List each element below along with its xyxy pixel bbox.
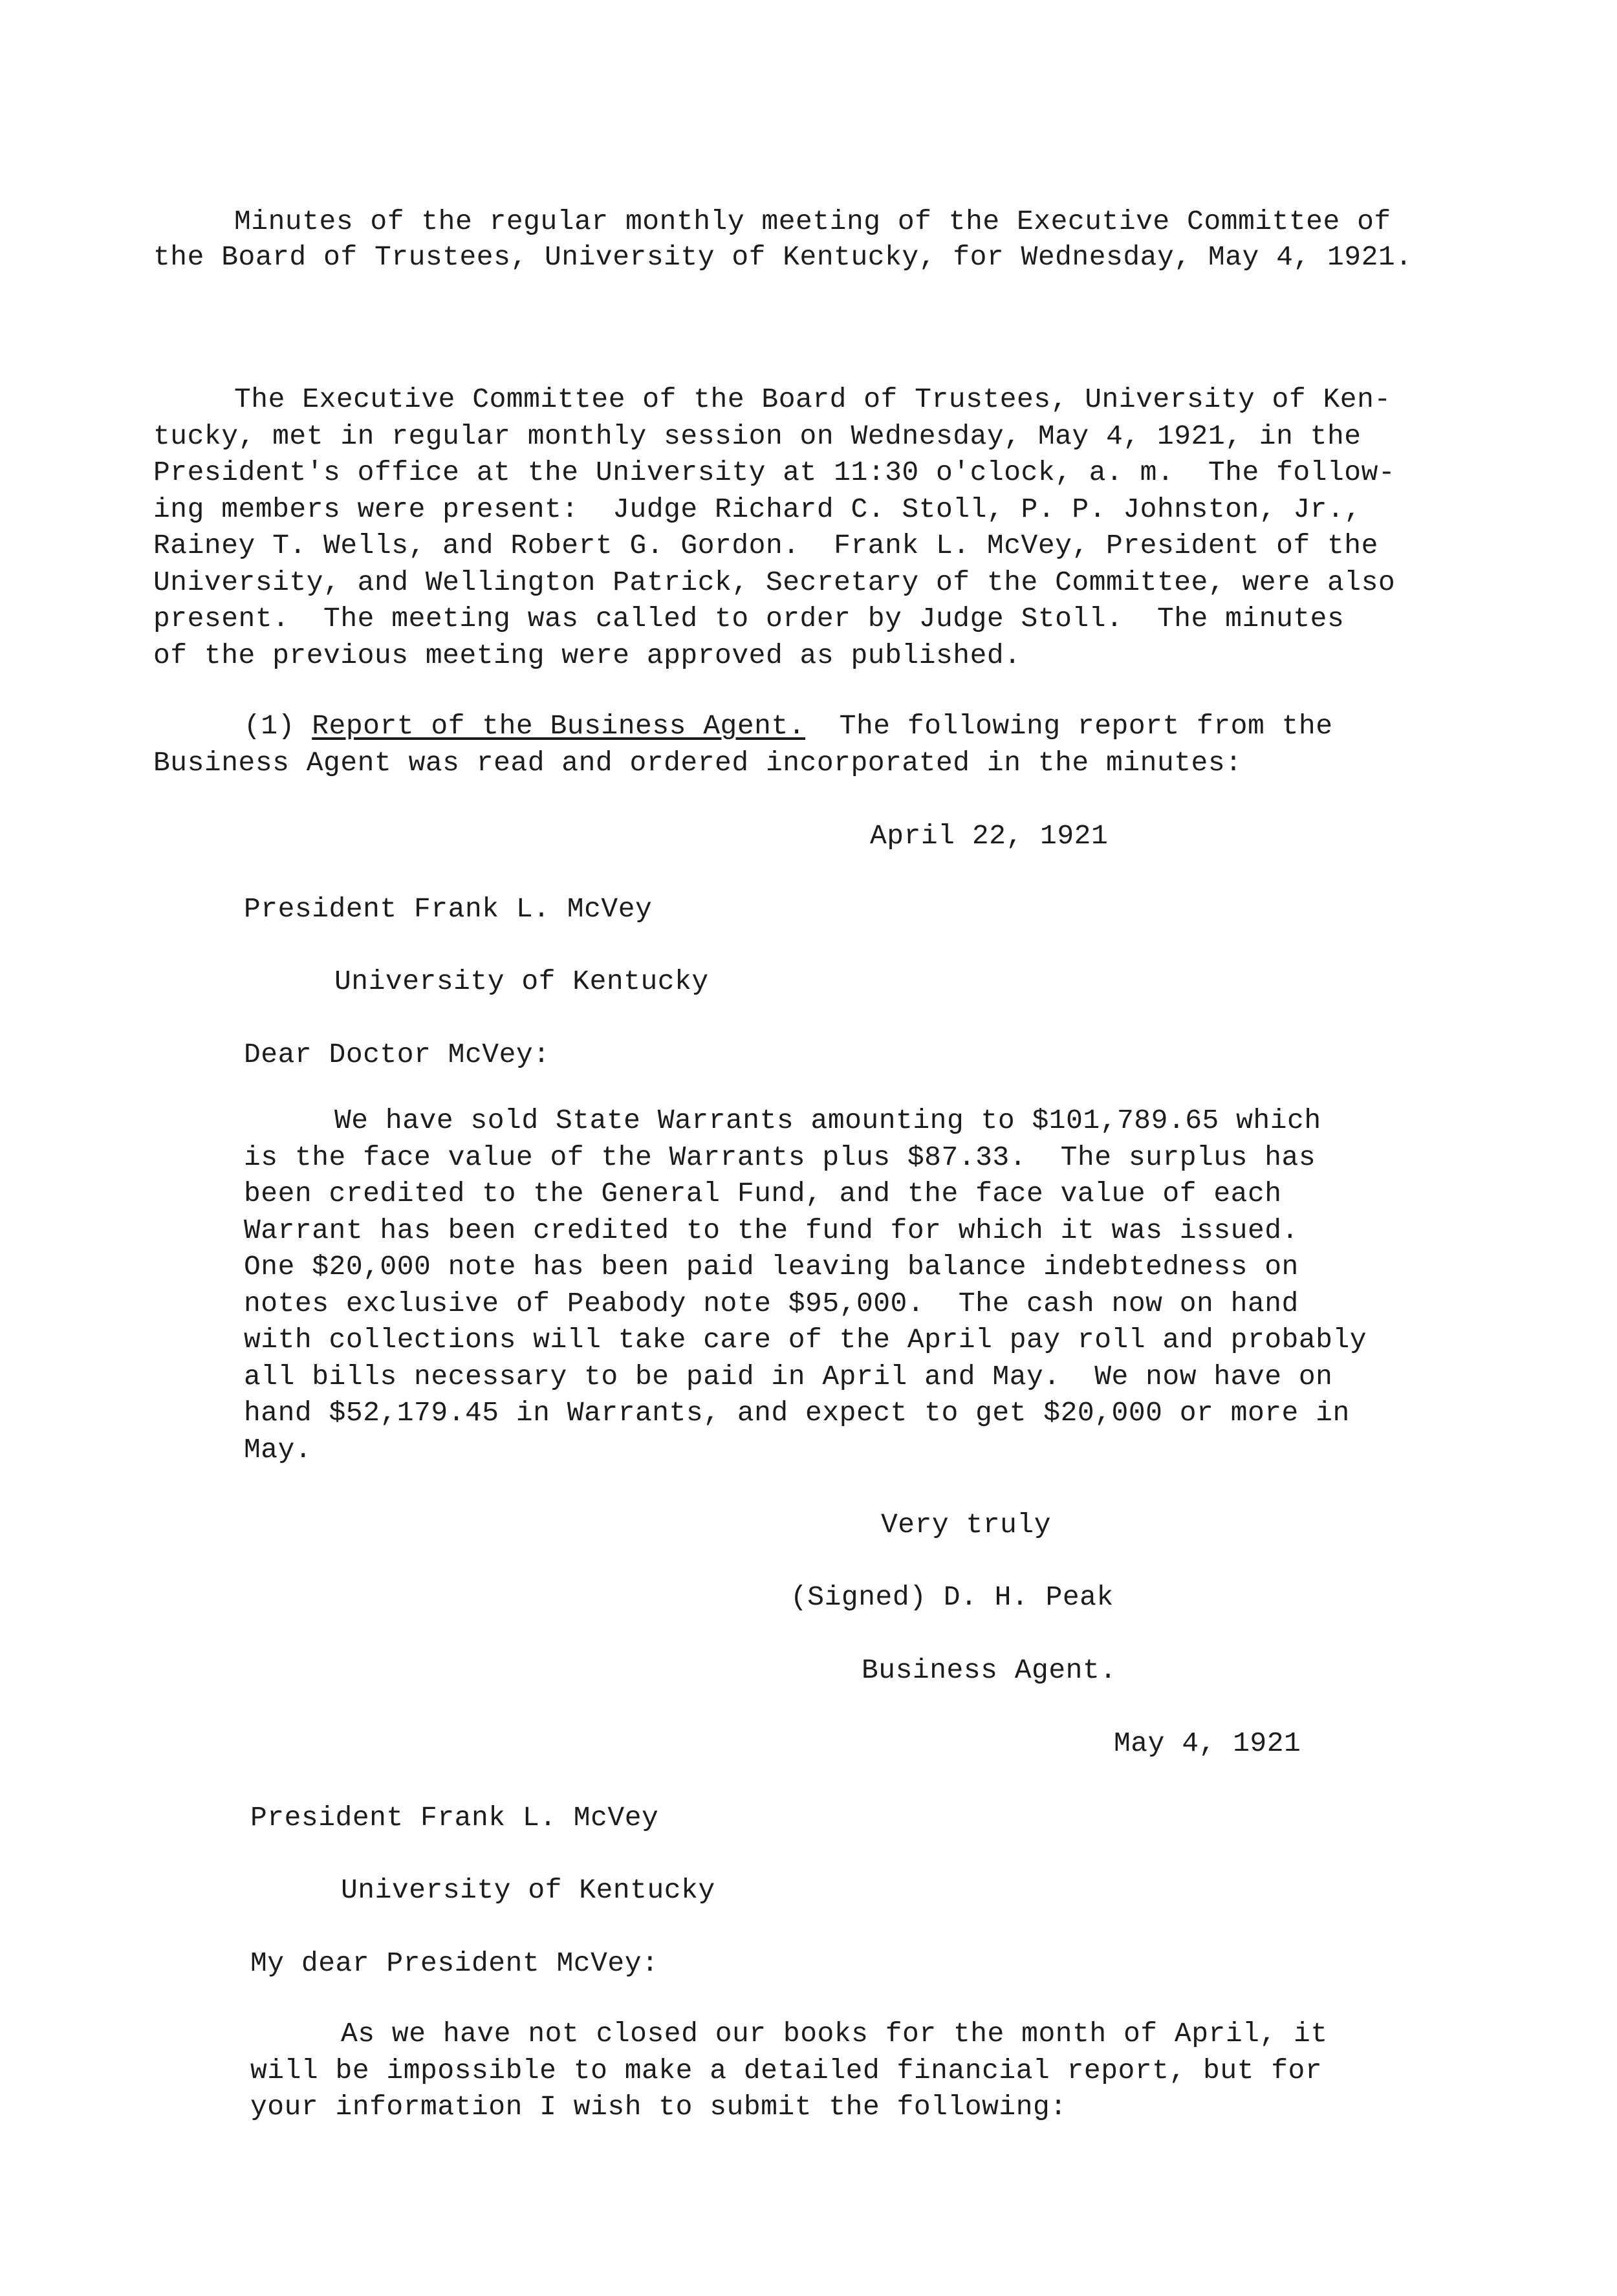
- minutes-heading-line-2: the Board of Trustees, University of Kentucky, for Wednesday, May 4, 1921.: [153, 241, 1413, 273]
- letter-1-body-line: been credited to the General Fund, and the face value of each: [244, 1178, 1282, 1209]
- letter-1-body-line: May.: [244, 1433, 312, 1466]
- section-intro-text: The following report from the: [839, 710, 1333, 742]
- letter-2-date: May 4, 1921: [1114, 1727, 1301, 1759]
- letter-2-body-line: your information I wish to submit the following:: [250, 2091, 1067, 2123]
- letter-2-institution: University of Kentucky: [341, 1874, 715, 1906]
- intro-line: University, and Wellington Patrick, Secretary of the Committee, were also: [153, 566, 1396, 598]
- letter-1-body-line: all bills necessary to be paid in April and May. We now have on: [244, 1360, 1333, 1392]
- intro-line: Rainey T. Wells, and Robert G. Gordon. Frank L. McVey, President of the: [153, 530, 1378, 561]
- section-1-line-2: Business Agent was read and ordered incorporated in the minutes:: [153, 747, 1243, 779]
- minutes-heading-line-1: Minutes of the regular monthly meeting of the Executive Committee of: [234, 206, 1391, 237]
- section-1-heading: [244, 708, 1333, 744]
- letter-1-addressee: President Frank L. McVey: [244, 893, 653, 925]
- letter-2-body: [250, 2016, 1328, 2126]
- letter-2-addressee: President Frank L. McVey: [250, 1802, 659, 1834]
- letter-1-body-line: with collections will take care of the April pay roll and probably: [244, 1324, 1367, 1356]
- letter-2-body-line: As we have not closed our books for the month of April, it: [341, 2018, 1328, 2050]
- letter-1-body: [244, 1103, 1367, 1468]
- letter-1-closing: Very truly: [881, 1509, 1052, 1541]
- section-number: (1): [244, 710, 295, 742]
- intro-line: President's office at the University at 11:30 o'clock, a. m. The follow-: [153, 457, 1396, 488]
- letter-1-signature: (Signed) D. H. Peak: [790, 1581, 1114, 1613]
- letter-1-body-line: We have sold State Warrants amounting to $101,789.65 which: [334, 1105, 1321, 1136]
- intro-line: tucky, met in regular monthly session on Wednesday, May 4, 1921, in the: [153, 420, 1362, 452]
- letter-1-body-line: is the face value of the Warrants plus $87.33. The surplus has: [244, 1141, 1316, 1173]
- letter-1-institution: University of Kentucky: [334, 966, 709, 997]
- letter-1-body-line: hand $52,179.45 in Warrants, and expect to get $20,000 or more in: [244, 1397, 1350, 1429]
- letter-1-body-line: notes exclusive of Peabody note $95,000. The cash now on hand: [244, 1287, 1299, 1319]
- intro-line: ing members were present: Judge Richard C. Stoll, P. P. Johnston, Jr.,: [153, 493, 1362, 525]
- letter-1-date: April 22, 1921: [870, 820, 1109, 852]
- intro-line: of the previous meeting were approved as published.: [153, 639, 1021, 671]
- letter-2-body-line: will be impossible to make a detailed financial report, but for: [250, 2054, 1323, 2086]
- letter-1-salutation: Dear Doctor McVey:: [244, 1039, 550, 1070]
- letter-1-body-line: One $20,000 note has been paid leaving balance indebtedness on: [244, 1251, 1299, 1283]
- letter-2-salutation: My dear President McVey:: [250, 1947, 659, 1979]
- intro-paragraph: [153, 382, 1395, 674]
- intro-line: present. The meeting was called to order by Judge Stoll. The minutes: [153, 603, 1345, 634]
- section-title: Report of the Business Agent.: [312, 710, 806, 742]
- letter-1-body-line: Warrant has been credited to the fund for which it was issued.: [244, 1214, 1299, 1246]
- letter-1-signer-title: Business Agent.: [862, 1654, 1117, 1686]
- intro-line: The Executive Committee of the Board of Trustees, University of Ken-: [234, 384, 1391, 415]
